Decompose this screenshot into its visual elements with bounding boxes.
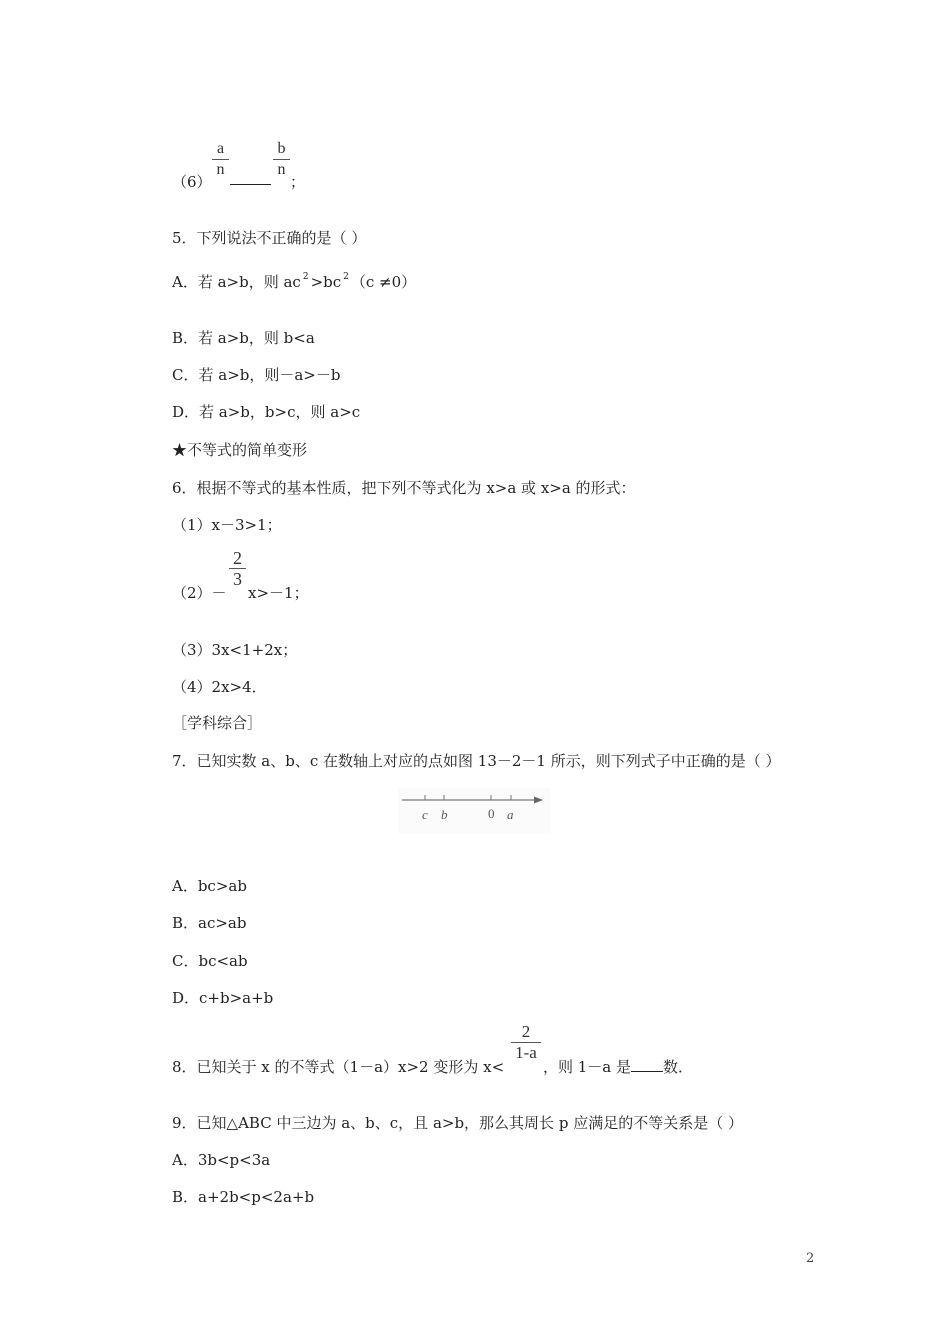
q8-prefix: 8．已知关于 x 的不等式（1－a）x>2 变形为 x<: [172, 1058, 505, 1076]
q5-option-a: [172, 271, 416, 292]
fraction-numerator: a: [216, 140, 225, 157]
fraction-numerator: 2: [521, 1022, 531, 1041]
category-label: ［学科综合］: [172, 714, 263, 732]
q8-suffix: [543, 1056, 693, 1077]
q9-option-b: B．a+2b<p<2a+b: [172, 1188, 315, 1206]
page-number: 2: [806, 1251, 815, 1266]
fraction-a-over-n: [212, 139, 229, 180]
fraction-denominator: n: [277, 161, 286, 178]
q7-stem: 7．已知实数 a、b、c 在数轴上对应的点如图 13－2－1 所示，则下列式子中正确的是（ ）: [172, 752, 781, 770]
q6-item4: （4）2x>4．: [172, 678, 267, 696]
fraction-b-over-n: [273, 139, 290, 180]
q5-option-a-part1: A．若 a>b，则 ac: [172, 273, 301, 291]
fraction-numerator: b: [277, 140, 286, 157]
superscript: 2: [343, 272, 349, 282]
q6-item3: （3）3x<1+2x；: [172, 641, 298, 659]
q8-suffix-part1: ，则 1－a 是: [543, 1058, 632, 1076]
q5-stem: 5．下列说法不正确的是（ ）: [172, 229, 367, 247]
fraction-two-thirds: [229, 548, 246, 589]
fraction-denominator: 3: [233, 569, 242, 589]
q6-item2-prefix: （2）－: [172, 584, 227, 602]
fraction-numerator: 2: [233, 548, 242, 568]
label-a: a: [507, 807, 514, 822]
number-line-figure: [398, 788, 550, 834]
q5-option-a-part2: >bc: [310, 273, 342, 291]
superscript: 2: [302, 272, 309, 282]
fraction-denominator: 1-a: [515, 1043, 537, 1062]
q7-option-c: C．bc<ab: [172, 952, 248, 970]
q7-option-a: A．bc>ab: [172, 877, 247, 895]
q5-option-b: B．若 a>b，则 b<a: [172, 329, 315, 347]
q5-option-a-part3: （c ≠0）: [350, 273, 417, 291]
section-title: ★不等式的简单变形: [172, 441, 308, 459]
q6-item1: （1）x－3>1；: [172, 516, 282, 534]
q9-option-a: A．3b<p<3a: [172, 1151, 271, 1169]
q5-option-c: C．若 a>b，则－a>－b: [172, 366, 341, 384]
label-c: c: [422, 807, 428, 822]
q6-item2-suffix: x>－1；: [248, 584, 309, 602]
answer-blank[interactable]: [631, 1057, 663, 1072]
item6-prefix: （6）: [172, 173, 212, 191]
answer-blank[interactable]: [230, 170, 271, 189]
fraction-2-over-1-minus-a: [511, 1022, 541, 1063]
q8-suffix-part2: 数．: [663, 1058, 694, 1076]
q7-option-d: D．c+b>a+b: [172, 989, 274, 1007]
item6-suffix: ；: [290, 173, 306, 191]
q9-stem: 9．已知△ABC 中三边为 a、b、c，且 a>b，那么其周长 p 应满足的不等关系是（ ）: [172, 1114, 743, 1132]
q5-option-d: D．若 a>b，b>c，则 a>c: [172, 403, 361, 421]
label-b: b: [441, 807, 448, 822]
label-zero: 0: [488, 806, 495, 821]
figure-background: [398, 788, 550, 834]
q7-option-b: B．ac>ab: [172, 914, 247, 932]
q6-stem: 6．根据不等式的基本性质，把下列不等式化为 x>a 或 x>a 的形式：: [172, 479, 636, 497]
fraction-denominator: n: [216, 161, 225, 178]
